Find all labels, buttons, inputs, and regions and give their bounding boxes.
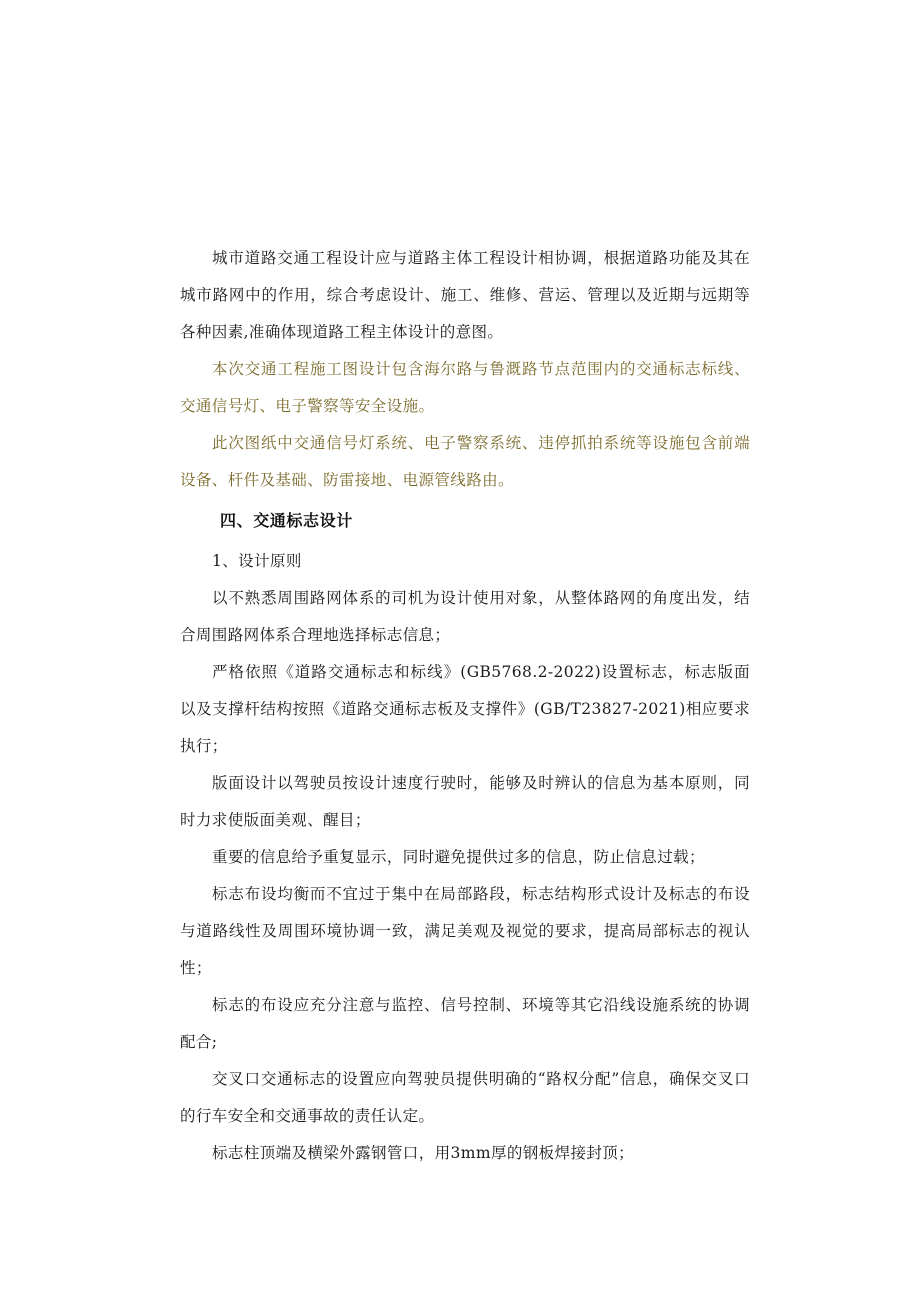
intro-paragraph-3: 此次图纸中交通信号灯系统、电子警察系统、违停抓拍系统等设施包含前端设备、杆件及基础、防雷接地、电源管线路由。	[180, 434, 750, 489]
principle-item-8: 标志柱顶端及横梁外露钢管口，用3mm厚的钢板焊接封顶；	[212, 1144, 635, 1162]
principle-item-6: 标志的布设应充分注意与监控、信号控制、环境等其它沿线设施系统的协调配合;	[180, 996, 750, 1051]
document-body	[180, 240, 750, 1172]
principle-item-7: 交叉口交通标志的设置应向驾驶员提供明确的“路权分配”信息，确保交叉口的行车安全和交通事故的责任认定。	[180, 1070, 750, 1125]
principle-item-3: 版面设计以驾驶员按设计速度行驶时，能够及时辨认的信息为基本原则，同时力求使版面美观、醒目；	[180, 774, 750, 829]
principle-item-1: 以不熟悉周围路网体系的司机为设计使用对象，从整体路网的角度出发，结合周围路网体系合理地选择标志信息；	[180, 589, 750, 644]
intro-paragraph-2: 本次交通工程施工图设计包含海尔路与鲁溉路节点范围内的交通标志标线、交通信号灯、电子警察等安全设施。	[180, 360, 750, 415]
principle-item-4: 重要的信息给予重复显示，同时避免提供过多的信息，防止信息过载；	[212, 848, 705, 866]
intro-paragraph-1: 城市道路交通工程设计应与道路主体工程设计相协调，根据道路功能及其在城市路网中的作用，综合考虑设计、施工、维修、营运、管理以及近期与远期等各种因素,准确体现道路工程主体设计的意图。	[180, 249, 750, 341]
principle-item-2: 严格依照《道路交通标志和标线》(GB5768.2-2022)设置标志，标志版面以及支撑杆结构按照《道路交通标志板及支撑件》(GB/T23827-2021)相应要求执行；	[180, 663, 750, 755]
principle-item-5: 标志布设均衡而不宜过于集中在局部路段，标志结构形式设计及标志的布设与道路线性及周围环境协调一致，满足美观及视觉的要求，提高局部标志的视认性；	[180, 885, 750, 977]
section-subheading: 1、设计原则	[212, 552, 302, 570]
section-heading: 四、交通标志设计	[220, 511, 353, 530]
